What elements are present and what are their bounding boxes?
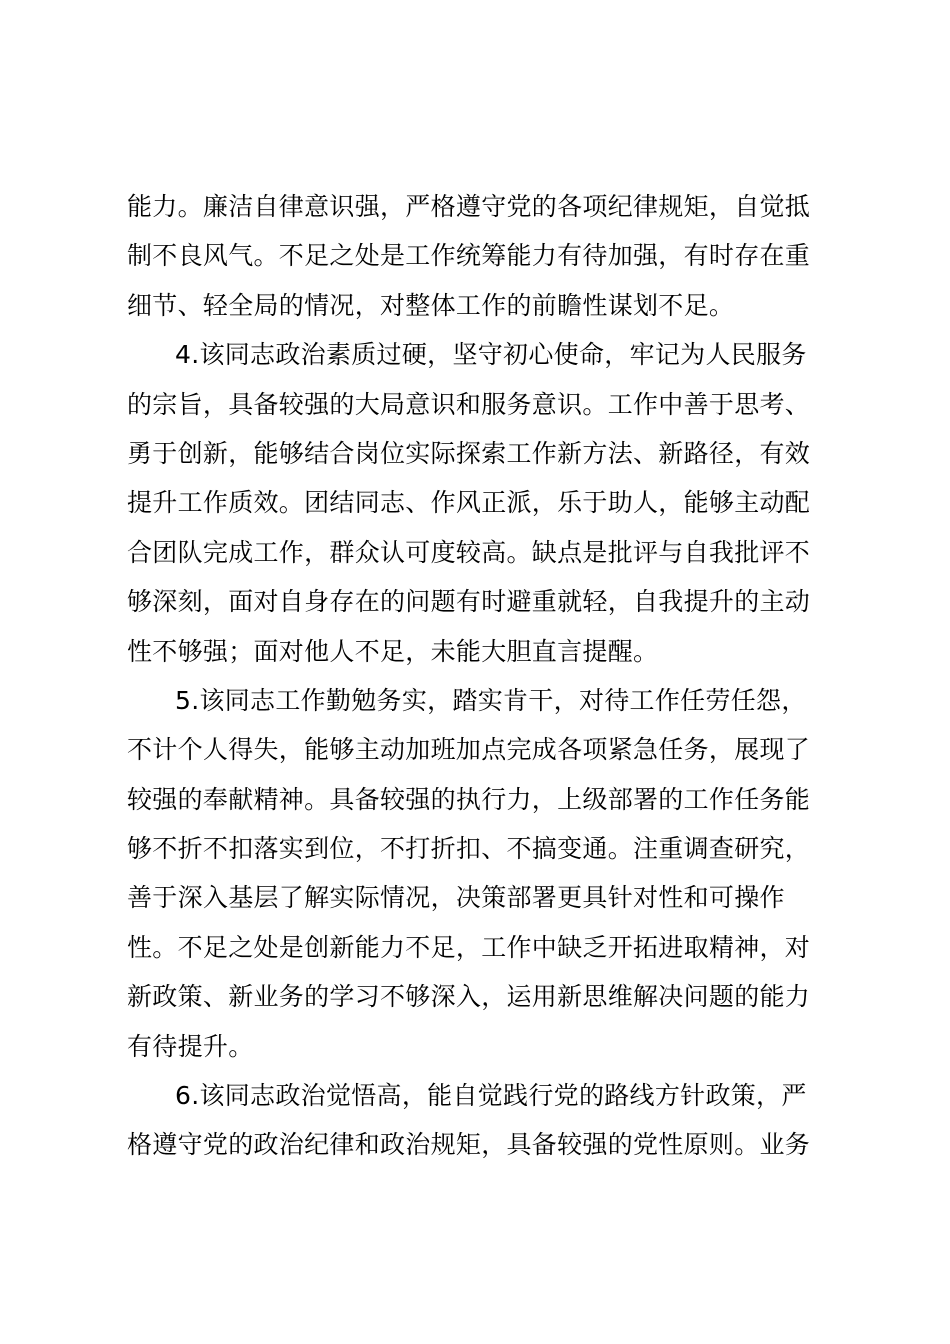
text-line: 提升工作质效。团结同志、作风正派，乐于助人，能够主动配 [127,488,811,518]
paragraph-5-first-line: 5.该同志工作勤勉务实，踏实肯干，对待工作任劳任怨， [175,685,807,715]
text-line: 有待提升。 [127,1031,254,1061]
text-line: 善于深入基层了解实际情况，决策部署更具针对性和可操作 [127,883,785,913]
text-line: 制不良风气。不足之处是工作统筹能力有待加强，有时存在重 [127,241,811,271]
text-line: 的宗旨，具备较强的大局意识和服务意识。工作中善于思考、 [127,389,811,419]
text-line: 合团队完成工作，群众认可度较高。缺点是批评与自我批评不 [127,537,811,567]
text-line: 性。不足之处是创新能力不足，工作中缺乏开拓进取精神，对 [127,932,811,962]
paragraph-4-first-line: 4.该同志政治素质过硬，坚守初心使命，牢记为人民服务 [175,340,807,370]
text-line: 够不折不扣落实到位，不打折扣、不搞变通。注重调查研究， [127,834,811,864]
paragraph-6-first-line: 6.该同志政治觉悟高，能自觉践行党的路线方针政策，严 [175,1081,807,1111]
text-line: 格遵守党的政治纪律和政治规矩，具备较强的党性原则。业务 [127,1130,811,1160]
text-line: 新政策、新业务的学习不够深入，运用新思维解决问题的能力 [127,982,811,1012]
text-line: 勇于创新，能够结合岗位实际探索工作新方法、新路径，有效 [127,438,811,468]
text-line: 性不够强；面对他人不足，未能大胆直言提醒。 [127,636,659,666]
text-line: 不计个人得失，能够主动加班加点完成各项紧急任务，展现了 [127,735,811,765]
text-line: 能力。廉洁自律意识强，严格遵守党的各项纪律规矩，自觉抵 [127,192,811,221]
text-line: 够深刻，面对自身存在的问题有时避重就轻，自我提升的主动 [127,587,811,617]
body-text [127,182,827,1170]
text-line: 较强的奉献精神。具备较强的执行力，上级部署的工作任务能 [127,784,811,814]
text-line: 细节、轻全局的情况，对整体工作的前瞻性谋划不足。 [127,290,735,320]
